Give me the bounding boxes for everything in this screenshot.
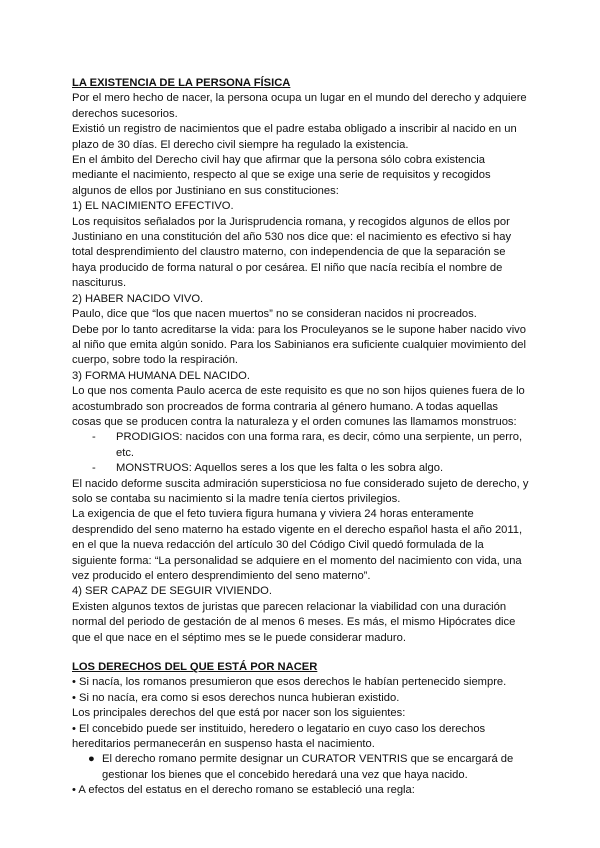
requirement-title-2: 2) HABER NACIDO VIVO.	[72, 292, 204, 305]
section-heading-existencia: LA EXISTENCIA DE LA PERSONA FÍSICA	[72, 77, 291, 89]
paragraph: Existió un registro de nacimientos que el padre estaba obligado a inscribir al nacido en un plazo de 30 días. El derecho civil siempre ha regulado la existencia.	[72, 123, 517, 151]
list-item-text: MONSTRUOS: Aquellos seres a los que les falta o les sobra algo.	[116, 462, 444, 475]
paragraph: En el ámbito del Derecho civil hay que afirmar que la persona sólo cobra existencia mediante el nacimiento, respecto al que se exige una serie de requisitos y recogidos algunos de ellos por Justiniano en sus constituciones:	[72, 154, 491, 197]
paragraph: Los requisitos señalados por la Jurisprudencia romana, y recogidos algunos de ellos por Justiniano en una constitución del año 530 nos dice que: el nacimiento es efectivo si hay total desprendimiento del claustro materno, con independencia de que la separación se haya producido de forma natural o por cesárea. El niño que nacía recibía el nombre de nasciturus.	[72, 215, 512, 290]
requirement-title-3: 3) FORMA HUMANA DEL NACIDO.	[72, 369, 250, 382]
requirement-title-1: 1) EL NACIMIENTO EFECTIVO.	[72, 200, 234, 213]
paragraph: El nacido deforme suscita admiración supersticiosa no fue considerado sujeto de derecho, y solo se contaba su nacimiento si la madre tenía ciertos privilegios.	[72, 477, 529, 505]
list-item-monstruos	[72, 461, 530, 476]
list-item-text: PRODIGIOS: nacidos con una forma rara, es decir, cómo una serpiente, un perro, etc.	[116, 431, 523, 459]
list-item-prodigios	[72, 430, 530, 461]
section-gap	[72, 646, 530, 660]
section-heading-derechos: LOS DERECHOS DEL QUE ESTÁ POR NACER	[72, 661, 318, 674]
list-item-curator-ventris	[72, 752, 530, 783]
requirement-title-4: 4) SER CAPAZ DE SEGUIR VIVIENDO.	[72, 585, 272, 598]
dot-bullet: ●	[88, 753, 95, 766]
document-body	[72, 76, 530, 799]
bullet-line: • Si no nacía, era como si esos derechos nunca hubieran existido.	[72, 691, 400, 704]
dash-bullet: -	[92, 462, 96, 475]
paragraph: Los principales derechos del que está por nacer son los siguientes:	[72, 707, 406, 720]
paragraph: Existen algunos textos de juristas que parecen relacionar la viabilidad con una duración normal del periodo de gestación de al menos 6 meses. Es más, el mismo Hipócrates dice que el que nace en el séptimo mes se le puede considerar maduro.	[72, 600, 516, 644]
bullet-line: • A efectos del estatus en el derecho romano se estableció una regla:	[72, 784, 415, 797]
paragraph: Lo que nos comenta Paulo acerca de este requisito es que no son hijos quienes fuera de lo acostumbrado son procreados de forma contraria al género humano. A todas aquellas cosas que se producen contra la naturaleza y el orden comunes las llamamos monstruos:	[72, 385, 525, 428]
dash-bullet: -	[92, 431, 96, 444]
bullet-line: • El concebido puede ser instituido, heredero o legatario en cuyo caso los derechos hereditarios permanecerán en suspenso hasta el nacimiento.	[72, 722, 486, 751]
paragraph: Por el mero hecho de nacer, la persona ocupa un lugar en el mundo del derecho y adquiere derechos sucesorios.	[72, 92, 527, 120]
paragraph: Paulo, dice que “los que nacen muertos” no se consideran nacidos ni procreados.	[72, 308, 477, 321]
paragraph: Debe por lo tanto acreditarse la vida: para los Proculeyanos se le supone haber nacido vivo al niño que emita algún sonido. Para los Sabinianos era suficiente cualquier movimiento del cuerpo, sobre todo la respiración.	[72, 323, 526, 367]
bullet-line: • Si nacía, los romanos presumieron que esos derechos le habían pertenecido siempre.	[72, 676, 507, 689]
paragraph: La exigencia de que el feto tuviera figura humana y viviera 24 horas enteramente desprendido del seno materno ha estado vigente en el derecho español hasta el año 2011, en el que la nueva redacción del artículo 30 del Código Civil quedó formulada de la siguiente forma: “La personalidad se adquiere en el momento del nacimiento con vida, una vez producido el entero desprendimiento del seno materno”.	[72, 508, 523, 582]
list-item-text: El derecho romano permite designar un CURATOR VENTRIS que se encargará de gestionar los bienes que el concebido heredará una vez que haya nacido.	[102, 753, 514, 781]
